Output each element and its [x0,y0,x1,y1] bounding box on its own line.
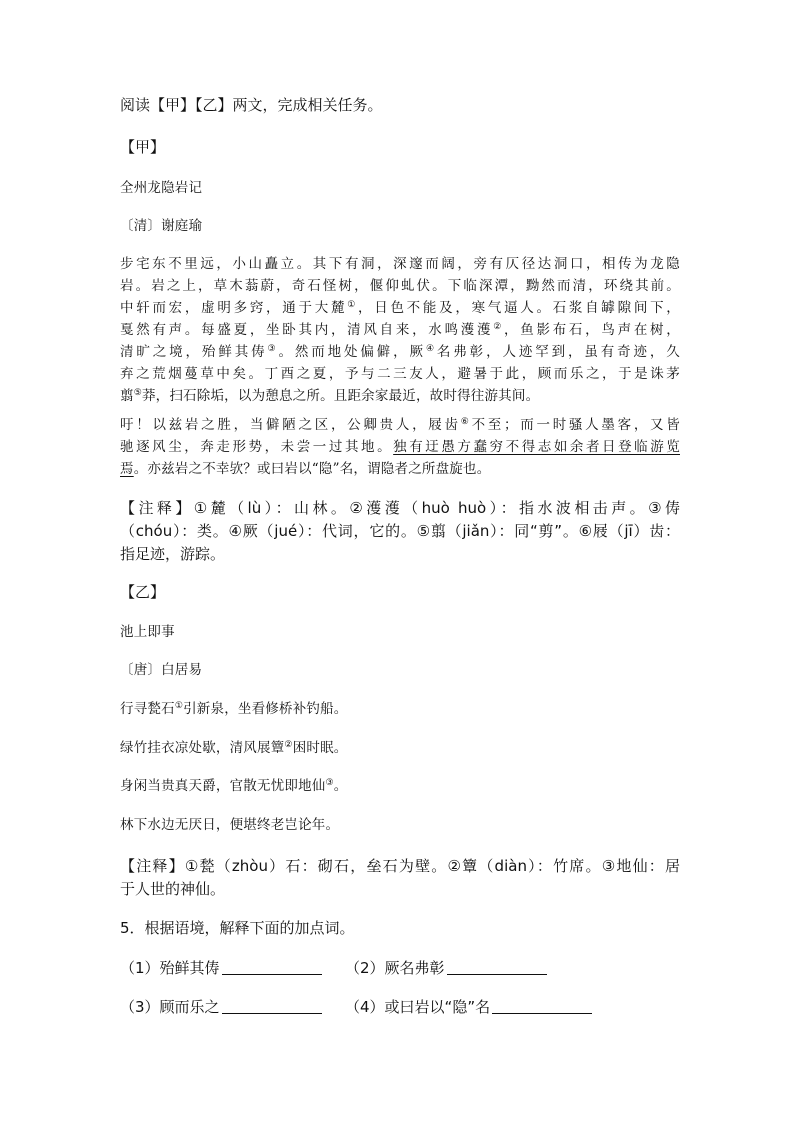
text-line: 翦⑤莽，扫石除垢，以为憩息之所。且距余家最近，故时得往游其间。 [120,388,540,404]
answer-blank[interactable] [492,997,592,1014]
text-line: 驰逐风尘，奔走形势，未尝一过其地。独有迂愚方蠢穷不得志如余者日登临游览 [120,439,680,455]
jia-author: 〔清〕谢庭瑜 [120,218,203,234]
section-label-jia: 【甲】 [120,138,166,156]
poem-line: 林下水边无厌日，便堪终老岂论年。 [120,817,340,833]
jia-paragraph-2 [120,414,680,480]
note-mark: ③ [325,778,334,788]
question-item-2: （2）厥名弗彰 [345,957,547,979]
note-mark: ④ [425,344,437,354]
yi-notes [120,855,680,901]
text-line: 吁！以兹岩之胜，当僻陋之区，公卿贵人，屐齿⑥不至；而一时骚人墨客，又皆 [120,417,680,433]
note-mark: ⑥ [460,417,472,427]
text-line: 清旷之境，殆鲜其俦③。然而地处偏僻，厥④名弗彰，人迹罕到，虽有奇迹，久 [120,344,681,360]
note-line: 指足迹，游踪。 [120,545,226,563]
text-line: 岩。岩之上，草木蓊蔚，奇石怪树，偃仰虬伏。下临深潭，黝然而清，环绕其前。 [120,278,680,294]
note-mark: ① [174,701,184,711]
poem-line: 绿竹挂衣凉处歇，清风展簟②困时眠。 [120,740,348,756]
answer-blank[interactable] [222,997,322,1014]
answer-blank[interactable] [222,958,322,975]
underlined-sentence-end: 焉 [120,461,134,477]
note-line: 【注释】①麓（lù）：山林。②濩濩（huò huò）：指水波相击声。③俦 [120,499,680,517]
yi-title: 池上即事 [120,624,175,640]
note-mark: ① [347,300,358,310]
note-mark: ② [284,740,293,750]
note-mark: ② [493,322,505,332]
note-line: 【注释】①甃（zhòu）石：砌石，垒石为壁。②簟（diàn）：竹席。③地仙：居 [120,857,680,875]
jia-notes [120,497,680,566]
yi-author: 〔唐〕白居易 [120,662,203,678]
poem-line: 行寻甃石①引新泉，坐看修桥补钓船。 [120,701,348,717]
note-line: （chóu）：类。④厥（jué）：代词，它的。⑤翦（jiǎn）：同“剪”。⑥屐（jī）齿： [120,522,680,540]
answer-blank[interactable] [447,958,547,975]
instruction: 阅读【甲】【乙】两文，完成相关任务。 [120,96,383,114]
poem-line: 身闲当贵真天爵，官散无忧即地仙③。 [120,778,348,794]
note-mark: ③ [267,344,279,354]
text-line: 焉。亦兹岩之不幸欤？或曰岩以“隐”名，谓隐者之所盘旋也。 [120,461,491,477]
section-label-yi: 【乙】 [120,583,166,601]
text-line: 中轩而宏，虚明多窍，通于大麓①，日色不能及，寒气逼人。石浆自罅隙间下， [120,300,680,316]
text-line: 弃之荒烟蔓草中矣。丁酉之夏，予与二三友人，避暑于此，顾而乐之，于是诛茅 [120,366,680,382]
question-stem: 5．根据语境，解释下面的加点词。 [120,919,355,937]
jia-paragraph-1 [120,253,680,407]
text-line: 戛然有声。每盛夏，坐卧其内，清风自来，水鸣濩濩②，鱼影布石，鸟声在树， [120,322,680,338]
question-item-1: （1）殆鲜其俦 [120,957,322,979]
underlined-sentence: 独有迂愚方蠢穷不得志如余者日登临游览 [393,439,680,455]
jia-title: 全州龙隐岩记 [120,180,203,196]
text-line: 步宅东不里远，小山矗立。其下有洞，深邃而阔，旁有仄径达洞口，相传为龙隐 [120,256,680,272]
question-item-4: （4）或曰岩以“隐”名 [345,996,592,1018]
question-item-3: （3）顾而乐之 [120,996,322,1018]
note-mark: ⑤ [133,388,142,398]
note-line: 于人世的神仙。 [120,880,226,898]
